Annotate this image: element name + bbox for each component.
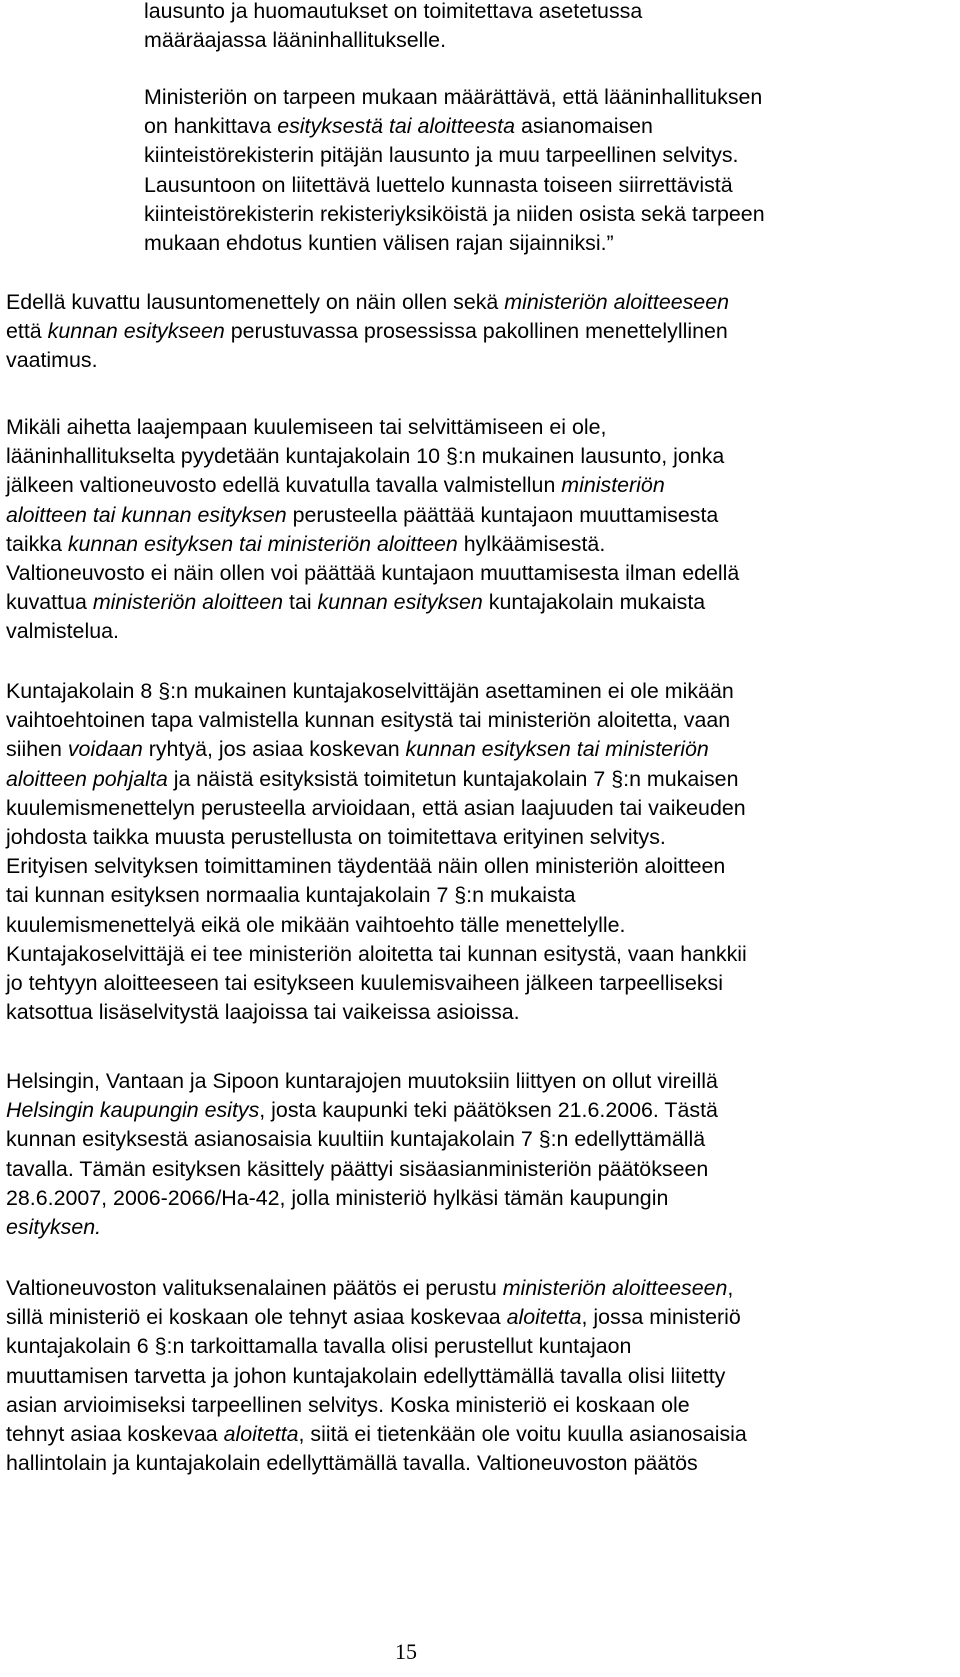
text-run: Ministeriön on tarpeen mukaan määrättävä, että lääninhallituksen: [144, 85, 763, 109]
text-run: katsottua lisäselvitystä laajoissa tai vaikeissa asioissa.: [6, 1000, 520, 1025]
text-run: Valtioneuvosto ei näin ollen voi päättää kuntajaon muuttamisesta ilman edellä: [6, 561, 740, 586]
text-line: [6, 940, 747, 969]
italic-text: ministeriön aloitteeseen: [504, 290, 729, 314]
text-line: [6, 1362, 747, 1391]
text-line: [144, 171, 765, 200]
italic-text: kunnan esityksen: [317, 590, 483, 615]
text-run: Mikäli aihetta laajempaan kuulemiseen tai selvittämiseen ei ole,: [6, 415, 607, 439]
text-run: , jossa ministeriö: [581, 1305, 741, 1330]
text-run: ja näistä esityksistä toimitetun kuntajakolain 7 §:n mukaisen: [167, 766, 739, 791]
text-line: [6, 706, 747, 735]
text-line: [6, 617, 739, 646]
text-run: ,: [727, 1276, 734, 1300]
text-run: kuntajakolain 6 §:n tarkoittamalla tavalla olisi perustellut kuntajaon: [6, 1334, 632, 1359]
text-run: kiinteistörekisterin rekisteriyksiköistä ja niiden osista sekä tarpeen: [144, 201, 765, 226]
text-line: [6, 1213, 718, 1242]
text-line: [144, 112, 765, 141]
text-run: mukaan ehdotus kuntien välisen rajan sijainniksi.”: [144, 231, 614, 256]
text-line: [6, 998, 747, 1027]
text-line: [6, 501, 739, 530]
text-run: Kuntajakoselvittäjä ei tee ministeriön aloitetta tai kunnan esitystä, vaan hankkii: [6, 941, 747, 966]
paragraph-appeal: [6, 1274, 747, 1478]
paragraph-investigator: [6, 677, 747, 1027]
text-line: [6, 735, 747, 764]
text-line: [6, 911, 747, 940]
italic-text: aloitetta: [223, 1422, 299, 1447]
text-line: [6, 471, 739, 500]
text-run: muuttamisen tarvetta ja johon kuntajakolain edellyttämällä tavalla olisi liitetty: [6, 1363, 726, 1388]
text-line: [6, 765, 747, 794]
paragraph-quote-ministry: [144, 83, 765, 258]
italic-text: aloitteen pohjalta: [6, 766, 168, 791]
text-run: vaihtoehtoinen tapa valmistella kunnan esitystä tai ministeriön aloitetta, vaan: [6, 708, 731, 733]
text-run: jälkeen valtioneuvosto edellä kuvatulla tavalla valmistellun: [6, 473, 562, 498]
text-line: [144, 200, 765, 229]
text-run: asianomaisen: [515, 114, 653, 139]
italic-text: esityksen.: [6, 1215, 102, 1240]
text-line: [6, 1184, 718, 1213]
italic-text: aloitetta: [506, 1305, 582, 1330]
text-run: Helsingin, Vantaan ja Sipoon kuntarajojen muutoksiin liittyen on ollut vireillä: [6, 1069, 718, 1093]
text-run: tavalla. Tämän esityksen käsittely päättyi sisäasianministeriön päätökseen: [6, 1156, 709, 1181]
text-run: kuvattua: [6, 590, 93, 615]
text-run: taikka: [6, 531, 68, 556]
text-line: [6, 413, 739, 442]
text-line: [6, 559, 739, 588]
text-line: [6, 1420, 747, 1449]
text-run: sillä ministeriö ei koskaan ole tehnyt asiaa koskevaa: [6, 1305, 507, 1330]
text-line: [6, 317, 729, 346]
text-run: asian arvioimiseksi tarpeellinen selvitys. Koska ministeriö ei koskaan ole: [6, 1392, 690, 1417]
text-line: [6, 1096, 718, 1125]
text-line: [6, 1303, 747, 1332]
text-line: [6, 588, 739, 617]
paragraph-quote-continued: [144, 0, 642, 55]
text-run: hallintolain ja kuntajakolain edellyttämällä tavalla. Valtioneuvoston päätös: [6, 1451, 698, 1476]
text-run: että: [6, 319, 48, 344]
text-run: kuulemismenettelyä eikä ole mikään vaihtoehto tälle menettelylle.: [6, 912, 626, 937]
text-run: tai kunnan esityksen normaalia kuntajakolain 7 §:n mukaista: [6, 883, 576, 908]
text-run: ryhtyä, jos asiaa koskevan: [142, 737, 406, 762]
text-line: [144, 0, 642, 26]
italic-text: kunnan esityksen tai ministeriön aloitteen: [67, 531, 458, 556]
text-run: Valtioneuvoston valituksenalainen päätös ei perustu: [6, 1276, 503, 1300]
italic-text: kunnan esityksen tai ministeriön: [405, 737, 709, 762]
paragraph-procedure: [6, 288, 729, 376]
text-line: [6, 823, 747, 852]
text-line: [144, 141, 765, 170]
text-line: [6, 1391, 747, 1420]
text-run: kiinteistörekisterin pitäjän lausunto ja muu tarpeellinen selvitys.: [144, 143, 739, 168]
text-line: [144, 229, 765, 258]
text-run: vaatimus.: [6, 348, 98, 373]
text-run: lausunto ja huomautukset on toimitettava asetetussa: [144, 0, 643, 23]
text-run: kuulemismenettelyn perusteella arvioidaan, että asian laajuuden tai vaikeuden: [6, 795, 746, 820]
text-run: hylkäämisestä.: [457, 531, 606, 556]
italic-text: kunnan esitykseen: [47, 319, 225, 344]
page-number: 15: [395, 1639, 417, 1664]
text-run: 28.6.2007, 2006-2066/Ha-42, jolla ministeriö hylkäsi tämän kaupungin: [6, 1185, 669, 1210]
italic-text: ministeriön aloitteeseen: [502, 1276, 728, 1300]
text-line: [6, 881, 747, 910]
paragraph-hearing: [6, 413, 739, 647]
text-line: [144, 26, 642, 55]
text-run: on hankittava: [144, 114, 278, 139]
italic-text: Helsingin kaupungin esitys: [6, 1098, 260, 1123]
text-run: kuntajakolain mukaista: [482, 590, 706, 615]
text-run: Kuntajakolain 8 §:n mukainen kuntajakoselvittäjän asettaminen ei ole mikään: [6, 679, 734, 703]
text-run: kunnan esityksestä asianosaisia kuultiin kuntajakolain 7 §:n edellyttämällä: [6, 1127, 706, 1152]
text-run: lääninhallitukselta pyydetään kuntajakolain 10 §:n mukainen lausunto, jonka: [6, 444, 725, 469]
text-run: määräajassa lääninhallitukselle.: [144, 28, 447, 53]
italic-text: voidaan: [67, 737, 143, 762]
text-line: [6, 346, 729, 375]
text-run: tehnyt asiaa koskevaa: [6, 1422, 224, 1447]
italic-text: aloitteen tai kunnan esityksen: [6, 502, 287, 527]
text-run: , siitä ei tietenkään ole voitu kuulla asianosaisia: [298, 1422, 747, 1447]
text-line: [6, 1332, 747, 1361]
italic-text: ministeriön: [561, 473, 665, 498]
text-line: [6, 530, 739, 559]
italic-text: esityksestä tai aloitteesta: [277, 114, 515, 139]
text-run: Lausuntoon on liitettävä luettelo kunnasta toiseen siirrettävistä: [144, 172, 733, 197]
text-run: siihen: [6, 737, 68, 762]
text-run: valmistelua.: [6, 619, 119, 644]
italic-text: ministeriön aloitteen: [92, 590, 284, 615]
text-line: [6, 1274, 747, 1303]
text-run: johdosta taikka muusta perustellusta on toimitettava erityinen selvitys.: [6, 825, 666, 850]
text-run: perusteella päättää kuntajaon muuttamisesta: [286, 502, 719, 527]
text-line: [6, 794, 747, 823]
text-line: [6, 288, 729, 317]
text-line: [6, 1125, 718, 1154]
text-line: [6, 677, 747, 706]
text-line: [6, 969, 747, 998]
paragraph-helsinki: [6, 1067, 718, 1242]
text-run: Edellä kuvattu lausuntomenettely on näin ollen sekä: [6, 290, 505, 314]
text-run: tai: [283, 590, 318, 615]
text-line: [144, 83, 765, 112]
text-run: jo tehtyyn aloitteeseen tai esitykseen kuulemisvaiheen jälkeen tarpeelliseksi: [6, 971, 723, 996]
text-run: perustuvassa prosessissa pakollinen menettelyllinen: [224, 319, 728, 344]
text-run: , josta kaupunki teki päätöksen 21.6.2006. Tästä: [259, 1098, 718, 1123]
text-line: [6, 442, 739, 471]
text-line: [6, 1155, 718, 1184]
text-line: [6, 852, 747, 881]
text-line: [6, 1067, 718, 1096]
text-run: Erityisen selvityksen toimittaminen täydentää näin ollen ministeriön aloitteen: [6, 854, 726, 879]
text-line: [6, 1449, 747, 1478]
